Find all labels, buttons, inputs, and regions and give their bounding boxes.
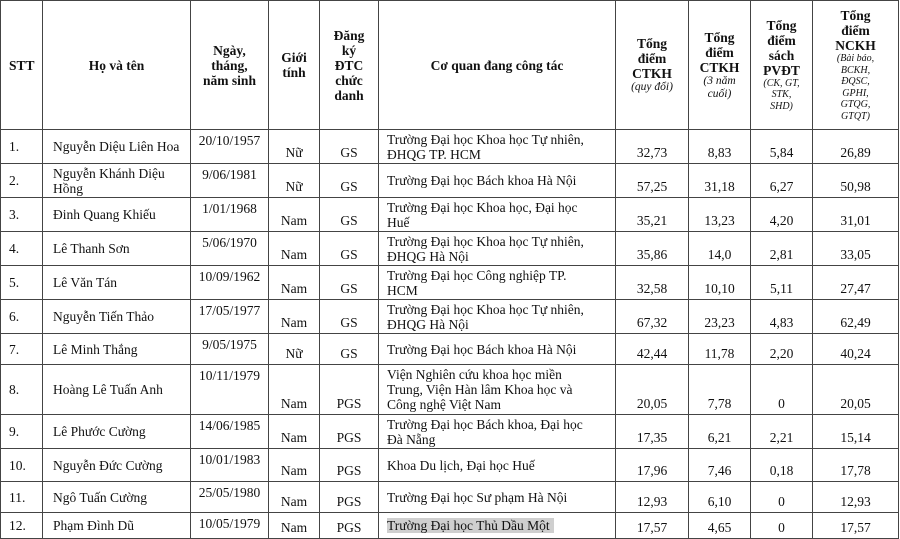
cell-org bbox=[379, 198, 616, 232]
cell-nckh: 26,89 bbox=[813, 130, 899, 164]
header-note: GTQT) bbox=[841, 110, 870, 122]
cell-pvdt: 4,20 bbox=[751, 198, 813, 232]
cell-gender: Nam bbox=[269, 365, 320, 415]
cell-pvdt: 0,18 bbox=[751, 449, 813, 482]
cell-dob: 10/11/1979 bbox=[191, 365, 269, 415]
cell-org bbox=[379, 365, 616, 415]
cell-nckh: 31,01 bbox=[813, 198, 899, 232]
org-line: Trường Đại học Khoa học Tự nhiên, bbox=[387, 301, 584, 317]
header-title-line: ký bbox=[341, 42, 357, 58]
org-line: Trường Đại học Khoa học Tự nhiên, bbox=[387, 233, 584, 249]
cell-ctkh-total: 42,44 bbox=[616, 334, 689, 365]
header-stt: STT bbox=[1, 1, 43, 130]
header-line: điểm bbox=[767, 32, 796, 48]
cell-name bbox=[43, 164, 191, 198]
name-line: Hoàng Lê Tuấn Anh bbox=[53, 382, 163, 397]
name-line: Ngô Tuấn Cường bbox=[53, 489, 147, 505]
cell-gender: Nam bbox=[269, 449, 320, 482]
org-line: Viện Nghiên cứu khoa học miền bbox=[387, 367, 562, 382]
cell-gender: Nữ bbox=[269, 334, 320, 365]
header-pvdt bbox=[751, 1, 813, 130]
cell-ctkh-3y: 4,65 bbox=[689, 513, 751, 539]
cell-org bbox=[379, 513, 616, 539]
cell-ctkh-total: 35,86 bbox=[616, 232, 689, 266]
table-row bbox=[1, 415, 899, 449]
header-dob-line: Ngày, bbox=[213, 42, 246, 58]
cell-org bbox=[379, 482, 616, 513]
table-row bbox=[1, 130, 899, 164]
header-gender bbox=[269, 1, 320, 130]
header-dob bbox=[191, 1, 269, 130]
cell-gender: Nam bbox=[269, 232, 320, 266]
name-line: Lê Thanh Sơn bbox=[53, 241, 130, 256]
org-line: Công nghệ Việt Nam bbox=[387, 397, 502, 412]
cell-gender: Nam bbox=[269, 415, 320, 449]
cell-pvdt: 0 bbox=[751, 482, 813, 513]
cell-org bbox=[379, 300, 616, 334]
cell-ctkh-3y: 23,23 bbox=[689, 300, 751, 334]
header-dob-line: tháng, bbox=[211, 57, 248, 73]
cell-pvdt: 6,27 bbox=[751, 164, 813, 198]
cell-pvdt: 0 bbox=[751, 513, 813, 539]
cell-ctkh-3y: 14,0 bbox=[689, 232, 751, 266]
cell-dob: 20/10/1957 bbox=[191, 130, 269, 164]
cell-pvdt: 2,81 bbox=[751, 232, 813, 266]
cell-name bbox=[43, 449, 191, 482]
cell-gender: Nam bbox=[269, 513, 320, 539]
header-org: Cơ quan đang công tác bbox=[379, 1, 616, 130]
cell-ctkh-3y: 8,83 bbox=[689, 130, 751, 164]
org-line: Trường Đại học Bách khoa, Đại học bbox=[387, 416, 583, 432]
cell-name bbox=[43, 300, 191, 334]
cell-name bbox=[43, 232, 191, 266]
cell-ctkh-3y: 11,78 bbox=[689, 334, 751, 365]
cell-ctkh-total: 57,25 bbox=[616, 164, 689, 198]
cell-nckh: 20,05 bbox=[813, 365, 899, 415]
cell-dob: 5/06/1970 bbox=[191, 232, 269, 266]
org-line: Đà Nẵng bbox=[387, 431, 436, 447]
org-line: Huế bbox=[387, 214, 410, 230]
org-line: Trường Đại học Sư phạm Hà Nội bbox=[387, 489, 568, 505]
header-line: NCKH bbox=[835, 38, 876, 53]
header-line: sách bbox=[768, 47, 795, 63]
cell-name bbox=[43, 415, 191, 449]
cell-title: PGS bbox=[320, 513, 379, 539]
cell-name bbox=[43, 365, 191, 415]
header-note: GTQG, bbox=[840, 99, 871, 110]
cell-org bbox=[379, 415, 616, 449]
cell-ctkh-total: 67,32 bbox=[616, 300, 689, 334]
cell-stt: 3. bbox=[1, 198, 43, 232]
header-nckh bbox=[813, 1, 899, 130]
cell-dob: 25/05/1980 bbox=[191, 482, 269, 513]
header-gender-line: tính bbox=[282, 65, 306, 80]
header-title-line: chức bbox=[335, 72, 363, 88]
header-note: STK, bbox=[771, 89, 792, 101]
name-line: Nguyễn Diệu Liên Hoa bbox=[53, 139, 180, 154]
cell-name bbox=[43, 198, 191, 232]
header-line: PVĐT bbox=[763, 62, 800, 78]
cell-stt: 7. bbox=[1, 334, 43, 365]
cell-name bbox=[43, 266, 191, 300]
cell-gender: Nữ bbox=[269, 164, 320, 198]
cell-nckh: 15,14 bbox=[813, 415, 899, 449]
cell-title: GS bbox=[320, 232, 379, 266]
cell-org bbox=[379, 232, 616, 266]
cell-ctkh-total: 17,35 bbox=[616, 415, 689, 449]
header-name: Họ và tên bbox=[43, 1, 191, 130]
table-row bbox=[1, 449, 899, 482]
cell-dob: 10/09/1962 bbox=[191, 266, 269, 300]
header-note: BCKH, bbox=[840, 64, 871, 76]
cell-gender: Nam bbox=[269, 198, 320, 232]
header-note: (quy đổi) bbox=[631, 81, 673, 93]
table-row bbox=[1, 198, 899, 232]
cell-stt: 12. bbox=[1, 513, 43, 539]
cell-nckh: 17,57 bbox=[813, 513, 899, 539]
cell-ctkh-3y: 6,21 bbox=[689, 415, 751, 449]
cell-dob: 14/06/1985 bbox=[191, 415, 269, 449]
table-row bbox=[1, 513, 899, 539]
header-row bbox=[1, 1, 899, 130]
cell-stt: 2. bbox=[1, 164, 43, 198]
org-line: Khoa Du lịch, Đại học Huế bbox=[387, 457, 535, 473]
org-line: HCM bbox=[387, 282, 418, 298]
header-title-line: danh bbox=[334, 87, 364, 103]
org-line: Trường Đại học Bách khoa Hà Nội bbox=[387, 173, 577, 188]
cell-pvdt: 5,11 bbox=[751, 266, 813, 300]
table-row bbox=[1, 164, 899, 198]
cell-stt: 6. bbox=[1, 300, 43, 334]
org-line: ĐHQG TP. HCM bbox=[387, 146, 481, 162]
header-note: SHD) bbox=[770, 100, 793, 112]
cell-ctkh-total: 32,58 bbox=[616, 266, 689, 300]
cell-stt: 11. bbox=[1, 482, 43, 513]
header-ctkh-3y bbox=[689, 1, 751, 130]
cell-ctkh-total: 17,96 bbox=[616, 449, 689, 482]
cell-title: PGS bbox=[320, 365, 379, 415]
cell-ctkh-total: 32,73 bbox=[616, 130, 689, 164]
org-line: ĐHQG Hà Nội bbox=[387, 248, 469, 264]
header-note: (CK, GT, bbox=[763, 77, 800, 89]
header-line: Tổng bbox=[766, 17, 797, 33]
cell-dob: 9/05/1975 bbox=[191, 334, 269, 365]
header-note: cuối) bbox=[707, 87, 732, 100]
cell-ctkh-3y: 6,10 bbox=[689, 482, 751, 513]
cell-title: GS bbox=[320, 300, 379, 334]
org-line: Trung, Viện Hàn lâm Khoa học và bbox=[387, 382, 573, 397]
header-note: (Bài báo, bbox=[836, 53, 875, 64]
table-row bbox=[1, 300, 899, 334]
cell-ctkh-3y: 13,23 bbox=[689, 198, 751, 232]
cell-ctkh-total: 17,57 bbox=[616, 513, 689, 539]
org-line: Trường Đại học Công nghiệp TP. bbox=[387, 267, 567, 283]
cell-org bbox=[379, 449, 616, 482]
cell-stt: 9. bbox=[1, 415, 43, 449]
name-line: Đinh Quang Khiếu bbox=[53, 207, 156, 222]
cell-dob: 10/01/1983 bbox=[191, 449, 269, 482]
header-title bbox=[320, 1, 379, 130]
cell-title: GS bbox=[320, 266, 379, 300]
table-row bbox=[1, 232, 899, 266]
cell-stt: 8. bbox=[1, 365, 43, 415]
cell-name bbox=[43, 482, 191, 513]
cell-ctkh-total: 12,93 bbox=[616, 482, 689, 513]
cell-gender: Nữ bbox=[269, 130, 320, 164]
cell-nckh: 12,93 bbox=[813, 482, 899, 513]
cell-title: PGS bbox=[320, 415, 379, 449]
header-line: điểm bbox=[841, 23, 870, 38]
cell-pvdt: 4,83 bbox=[751, 300, 813, 334]
table-row bbox=[1, 334, 899, 365]
cell-title: GS bbox=[320, 164, 379, 198]
cell-title: GS bbox=[320, 198, 379, 232]
cell-ctkh-total: 35,21 bbox=[616, 198, 689, 232]
cell-dob: 10/05/1979 bbox=[191, 513, 269, 539]
cell-ctkh-total: 20,05 bbox=[616, 365, 689, 415]
cell-ctkh-3y: 10,10 bbox=[689, 266, 751, 300]
org-line: Trường Đại học Khoa học, Đại học bbox=[387, 199, 578, 215]
header-note: ĐQSC, bbox=[841, 76, 870, 87]
cell-pvdt: 2,20 bbox=[751, 334, 813, 365]
header-line: điểm bbox=[705, 44, 734, 60]
cell-pvdt: 2,21 bbox=[751, 415, 813, 449]
cell-gender: Nam bbox=[269, 482, 320, 513]
header-line: CTKH bbox=[632, 66, 672, 81]
org-line: Trường Đại học Khoa học Tự nhiên, bbox=[387, 131, 584, 147]
cell-nckh: 17,78 bbox=[813, 449, 899, 482]
cell-dob: 1/01/1968 bbox=[191, 198, 269, 232]
table-row bbox=[1, 266, 899, 300]
cell-title: GS bbox=[320, 130, 379, 164]
cell-ctkh-3y: 31,18 bbox=[689, 164, 751, 198]
cell-pvdt: 0 bbox=[751, 365, 813, 415]
cell-nckh: 62,49 bbox=[813, 300, 899, 334]
cell-nckh: 40,24 bbox=[813, 334, 899, 365]
header-title-line: ĐTC bbox=[334, 57, 364, 73]
cell-name bbox=[43, 334, 191, 365]
header-ctkh-total bbox=[616, 1, 689, 130]
header-note: (3 năm bbox=[703, 74, 736, 87]
cell-org bbox=[379, 266, 616, 300]
org-line: Trường Đại học Bách khoa Hà Nội bbox=[387, 341, 577, 357]
cell-dob: 9/06/1981 bbox=[191, 164, 269, 198]
cell-nckh: 33,05 bbox=[813, 232, 899, 266]
header-line: điểm bbox=[637, 51, 667, 66]
cell-title: PGS bbox=[320, 482, 379, 513]
name-line: Lê Văn Tán bbox=[53, 275, 117, 290]
org-line: Trường Đại học Thủ Dầu Một bbox=[387, 518, 554, 533]
name-line: Nguyễn Đức Cường bbox=[53, 457, 163, 473]
table-body bbox=[1, 130, 899, 539]
name-line: Lê Phước Cường bbox=[53, 424, 146, 439]
cell-org bbox=[379, 130, 616, 164]
name-line: Nguyễn Tiến Thảo bbox=[53, 309, 155, 324]
name-line: Hồng bbox=[53, 180, 83, 196]
cell-title: PGS bbox=[320, 449, 379, 482]
header-title-line: Đăng bbox=[333, 27, 365, 43]
cell-pvdt: 5,84 bbox=[751, 130, 813, 164]
org-line: ĐHQG Hà Nội bbox=[387, 316, 469, 332]
cell-org bbox=[379, 164, 616, 198]
cell-dob: 17/05/1977 bbox=[191, 300, 269, 334]
cell-gender: Nam bbox=[269, 300, 320, 334]
header-dob-line: năm sinh bbox=[203, 72, 256, 88]
header-line: Tổng bbox=[840, 8, 871, 23]
table-row bbox=[1, 482, 899, 513]
cell-ctkh-3y: 7,78 bbox=[689, 365, 751, 415]
cell-stt: 10. bbox=[1, 449, 43, 482]
cell-ctkh-3y: 7,46 bbox=[689, 449, 751, 482]
name-line: Nguyễn Khánh Diệu bbox=[53, 165, 165, 181]
cell-nckh: 27,47 bbox=[813, 266, 899, 300]
cell-stt: 5. bbox=[1, 266, 43, 300]
cell-stt: 4. bbox=[1, 232, 43, 266]
cell-nckh: 50,98 bbox=[813, 164, 899, 198]
cell-name bbox=[43, 513, 191, 539]
cell-org bbox=[379, 334, 616, 365]
header-line: Tổng bbox=[636, 36, 667, 51]
name-line: Lê Minh Thắng bbox=[53, 341, 138, 357]
cell-title: GS bbox=[320, 334, 379, 365]
cell-stt: 1. bbox=[1, 130, 43, 164]
header-line: Tổng bbox=[704, 29, 735, 45]
name-line: Phạm Đình Dũ bbox=[53, 518, 134, 533]
cell-name bbox=[43, 130, 191, 164]
header-note: GPHI, bbox=[842, 87, 869, 99]
header-gender-line: Giới bbox=[281, 50, 307, 65]
table-row bbox=[1, 365, 899, 415]
cell-gender: Nam bbox=[269, 266, 320, 300]
header-line: CTKH bbox=[699, 59, 740, 75]
